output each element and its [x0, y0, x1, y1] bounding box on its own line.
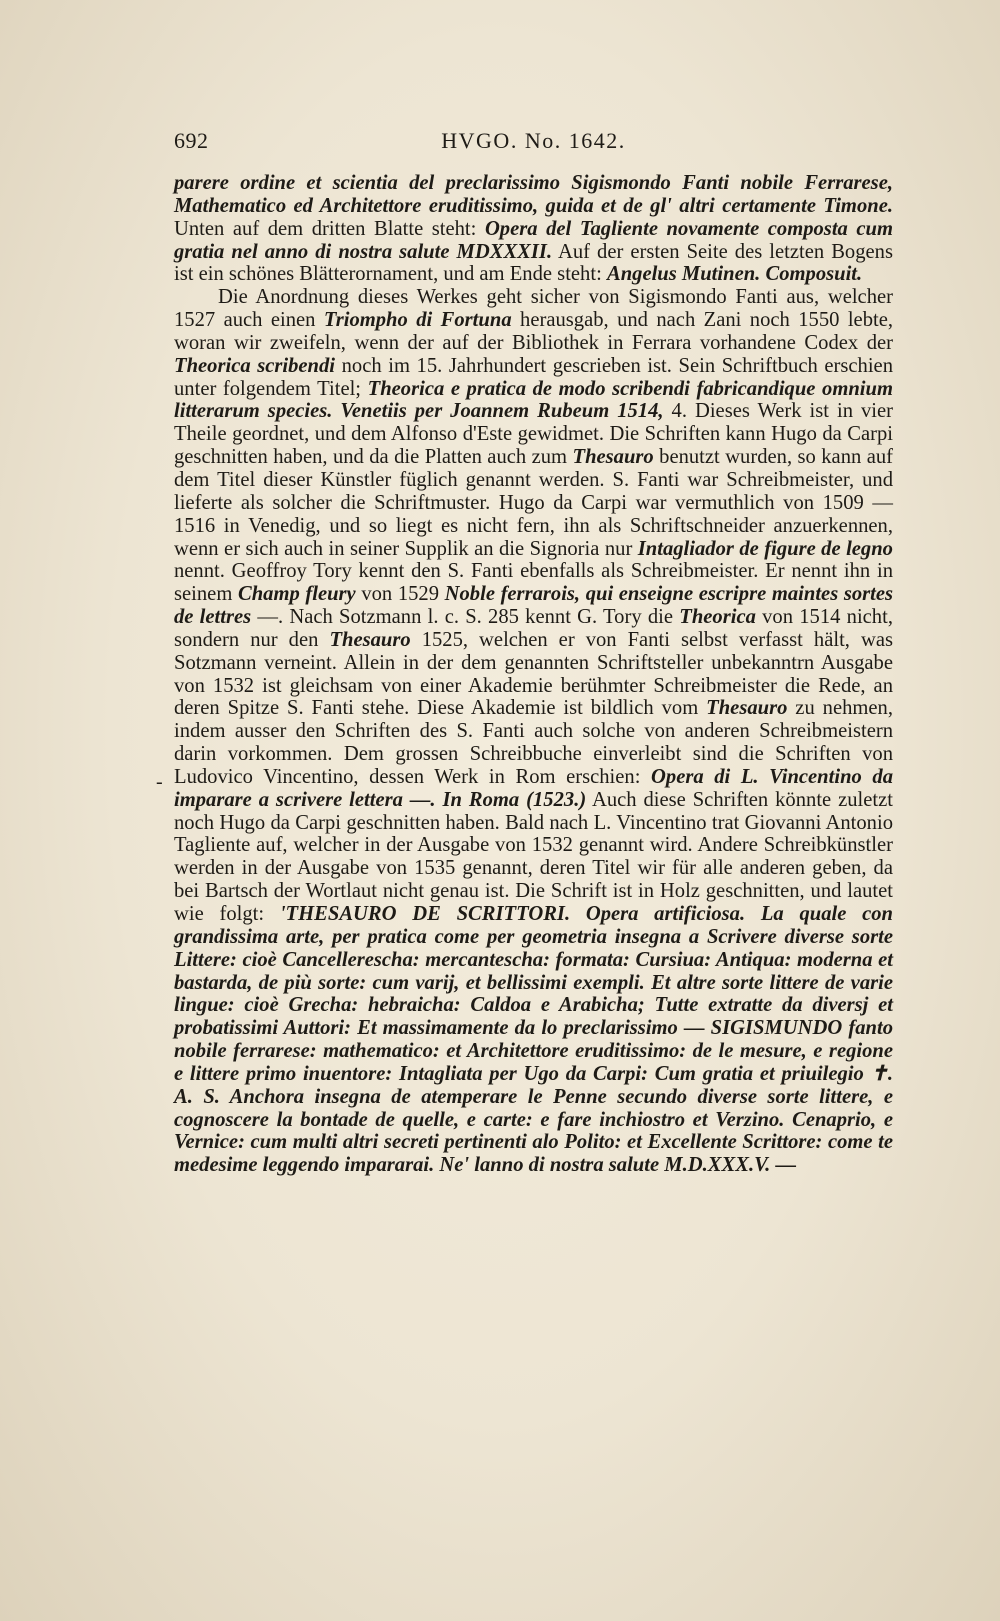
italic-run: Thesauro: [706, 697, 788, 720]
italic-run: 'THESAURO DE SCRITTORI. Opera artificiosa. La quale con grandissima arte, per pratica come per geometria insegna a Scrivere diverse sorte Littere: cioè Cancellerescha: mercantescha: formata: Cursiua: Antiqua: moderna et bastarda, de più sorte: cum varij, et bellissimi exempli. Et altre sorte littere de varie lingue: cioè Grecha: hebraicha: Caldoa e Arabicha; Tutte extratte da diversj et probatissimi Auttori: Et massimamente da lo preclarissimo — SIGISMUNDO fanto nobile ferrarese: mathematico: et Architettore eruditissimo: de le mesure, e regione e littere primo inuentore: Intagliata per Ugo da Carpi: Cum gratia et priuilegio ✝. A. S. Anchora insegna de atemperare le Penne secundo diverse sorte littere, e cognoscere la bontade de quelle, e carte: e fare inchiostro et Verzino. Cenaprio, e Vernice: cum multi altri secreti pertinenti alo Polito: et Excellente Scrittore: come te medesime leggendo impararai. Ne' lanno di nostra salute M.D.XXX.V. —: [174, 903, 893, 1177]
text-run: von 1514 nicht, sondern nur den: [174, 606, 893, 651]
text-run: von 1529: [355, 583, 445, 606]
paragraph: [174, 286, 893, 1177]
italic-run: Theorica: [679, 606, 756, 629]
italic-run: Intagliador de figure de legno: [637, 537, 893, 560]
italic-run: Thesauro: [572, 446, 654, 469]
text-run: zu nehmen, indem ausser den Schriften des S. Fanti auch solche von anderen Schreibmeistern darin vorkommen. Dem grossen Schreibbuche einverleibt sind die Schriften von Ludovico Vincentino, dessen Werk in Rom erschien:: [174, 697, 893, 788]
italic-run: Noble ferrarois, qui enseigne escripre maintes sortes de lettres: [174, 583, 894, 629]
paragraph: [174, 172, 893, 286]
italic-run: Theorica e pratica de modo scribendi fabricandique omnium litterarum species. Venetiis per Joannem Rubeum 1514,: [174, 377, 893, 423]
margin-mark: -: [156, 771, 163, 793]
text-run: nennt. Geoffroy Tory kennt den S. Fanti ebenfalls als Schreibmeister. Er nennt ihn in seinem: [174, 560, 893, 606]
italic-run: Angelus Mutinen. Composuit.: [606, 263, 863, 286]
text-run: Auf der ersten Seite des letzten Bogens ist ein schönes Blätterornament, und am Ende steht:: [174, 240, 893, 286]
text-run: 1525, welchen er von Fanti selbst verfasst hält, was Sotzmann verneint. Allein in der dem genannten Schriftsteller unbekanntrn Ausgabe von 1532 ist gleichsam von einer Akademie berühmter Schreibmeister die Rede, an deren Spitze S. Fanti stehe. Diese Akademie ist bildlich vom: [174, 628, 893, 720]
text-run: Die Anordnung dieses Werkes geht sicher von Sigismondo Fanti aus, welcher 1527 auch einen: [174, 286, 893, 332]
italic-run: Opera di L. Vincentino da imparare a scrivere lettera —. In Roma (1523.): [174, 765, 893, 811]
text-run: Unten auf dem dritten Blatte steht:: [174, 217, 485, 240]
text-run: benutzt wurden, so kann auf dem Titel dieser Künstler füglich genannt werden. S. Fanti war Schreibmeister, und lieferte als solcher die Schriftmuster. Hugo da Carpi war vermuthlich von 1509 — 1516 in Venedig, und so liegt es nicht fern, ihn als Schriftschneider anzuerkennen, wenn er sich auch in seiner Supplik an die Signoria nur: [174, 446, 893, 560]
italic-run: Theorica scribendi: [174, 354, 336, 377]
text-run: Auch diese Schriften könnte zuletzt noch Hugo da Carpi geschnitten haben. Bald nach L. Vincentino trat Giovanni Antonio Tagliente auf, welcher in der Ausgabe von 1532 genannt wird. Andere Schreibkünstler werden in der Ausgabe von 1535 genannt, deren Titel wir für alle anderen geben, da bei Bartsch der Wortlaut nicht genau ist. Die Schrift ist in Holz geschnitten, und lautet wie folgt:: [174, 788, 893, 925]
italic-run: Champ fleury: [237, 583, 356, 606]
text-run: 4. Dieses Werk ist in vier Theile geordnet, und dem Alfonso d'Este gewidmet. Die Schriften kann Hugo da Carpi geschnitten haben, und da die Platten auch zum: [174, 400, 893, 469]
running-head: HVGO. No. 1642.: [441, 128, 626, 153]
page-number: 692: [174, 128, 209, 153]
italic-run: Triompho di Fortuna: [323, 309, 512, 332]
italic-run: Thesauro: [329, 628, 411, 651]
body-text: [174, 172, 893, 1177]
text-run: herausgab, und nach Zani noch 1550 lebte, woran wir zweifeln, wenn der auf der Bibliothek in Ferrara vorhandene Codex der: [174, 309, 894, 354]
text-run: noch im 15. Jahrhundert gescrieben ist. Sein Schriftbuch erschien unter folgendem Titel;: [174, 354, 893, 400]
italic-run: parere ordine et scientia del preclarissimo Sigismondo Fanti nobile Ferrarese, Mathematico ed Architettore eruditissimo, guida et de gl' altri certamente Timone.: [174, 172, 893, 217]
page-header: [174, 128, 893, 158]
italic-run: Opera del Tagliente novamente composta cum gratia nel anno di nostra salute MDXXXII.: [174, 217, 893, 263]
text-run: —. Nach Sotzmann l. c. S. 285 kennt G. Tory die: [251, 606, 680, 629]
